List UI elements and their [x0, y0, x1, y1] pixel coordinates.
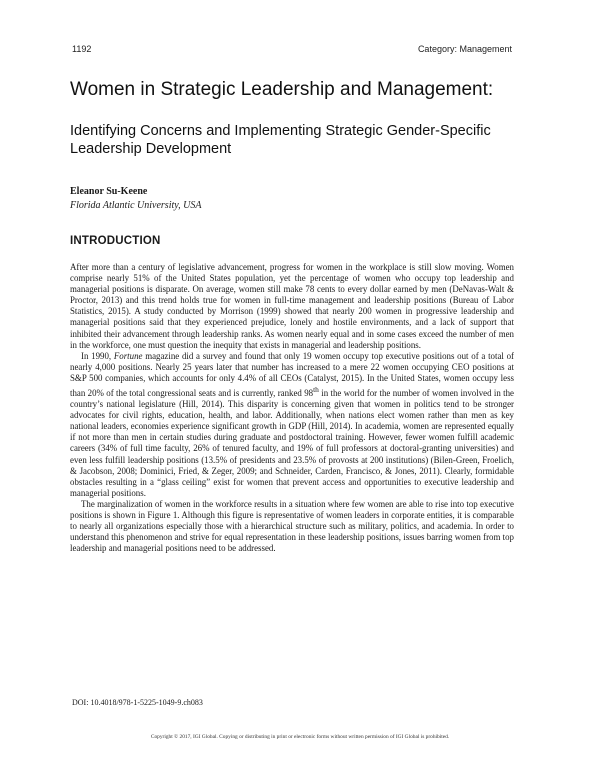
- section-heading: INTRODUCTION: [70, 235, 161, 247]
- body-text: [70, 262, 514, 554]
- fortune-magazine: Fortune: [113, 350, 143, 361]
- copyright-notice: Copyright © 2017, IGI Global. Copying or distributing in print or electronic forms without written permission of IGI Global is prohibited.: [150, 734, 450, 740]
- author-affiliation: Florida Atlantic University, USA: [70, 200, 202, 211]
- paragraph-2-part-a: In 1990,: [81, 350, 114, 361]
- article-subtitle: Identifying Concerns and Implementing Strategic Gender-Specific Leadership Development: [70, 123, 491, 157]
- article-title: Women in Strategic Leadership and Management:: [70, 79, 494, 100]
- author-name: Eleanor Su-Keene: [70, 186, 148, 197]
- ordinal-suffix: th: [313, 385, 319, 395]
- doi: DOI: 10.4018/978-1-5225-1049-9.ch083: [72, 698, 203, 707]
- paragraph-2: [70, 351, 514, 499]
- category-label: Category: Management: [417, 44, 512, 54]
- paragraph-1: After more than a century of legislative advancement, progress for women in the workplace is still slow moving. Women comprise nearly 51% of the United States population, yet the percentage of women who occupy top leadership and managerial positions is disparate. On average, women still make 78 cents to every dollar earned by men (DeNavas-Walt & Proctor, 2013) and this trend holds true for women in full-time management and leadership positions (Bureau of Labor Statistics, 2015). A study conducted by Morrison (1999) showed that nearly 200 women in progressive leadership and managerial positions said that they experienced prejudice, lonely and hostile environments, and a lack of support that inhibited their advancement through leadership ranks. As women nearly equal and in some cases exceed the number of men in the workforce, one must question the inequity that exists in managerial and leadership positions.: [70, 262, 514, 350]
- page-number: 1192: [72, 44, 92, 54]
- paragraph-3: The marginalization of women in the workforce results in a situation where few women are able to rise into top executive positions is shown in Figure 1. Although this figure is representative of women leaders in corporate entities, it is comparable to nearly all organizations especially those with a hierarchical structure such as military, politics, and academia. In order to understand this phenomenon and strive for equal representation in these leadership positions, issues barring women from top leadership and managerial positions need to be addressed.: [70, 498, 514, 554]
- paragraph-2-part-b: magazine did a survey and found that only 19 women occupy top executive positions out of a total of nearly 4,000 positions. Nearly 25 years later that number has increased to a mere 22 women occupying CEO positions at S&P 500 companies, which accounts for only 4.4% of all CEOs (Catalyst, 2015). In the United States, women occupy less than 20% of the total congressional seats and is currently, ranked 98: [70, 350, 514, 398]
- paragraph-2-part-c: in the world for the number of women involved in the country’s national legislature (Hill, 2014). This disparity is concerning given that women in politics tend to be stronger advocates for civil rights, education, health, and labor. Additionally, when nations elect women rather than men as key national leaders, economies experience significant growth in GDP (Hill, 2014). In academia, women are represented equally if not more than men in certain studies during graduate and postdoctoral training. However, fewer women fulfill academic careers (34% of full time faculty, 26% of tenured faculty, and 19% of full professors at doctoral-granting universities) and even less fulfill leadership positions (13.5% of presidents and 23.5% of provosts at 200 institutions) (Bilen-Green, Froelich, & Jacobson, 2008; Dominici, Fried, & Zeger, 2009; and Schneider, Carden, Francisco, & Jones, 2011). Clearly, formidable obstacles resulting in a “glass ceiling” exist for women that prevent access and opportunities to executive leadership and managerial positions.: [70, 388, 514, 498]
